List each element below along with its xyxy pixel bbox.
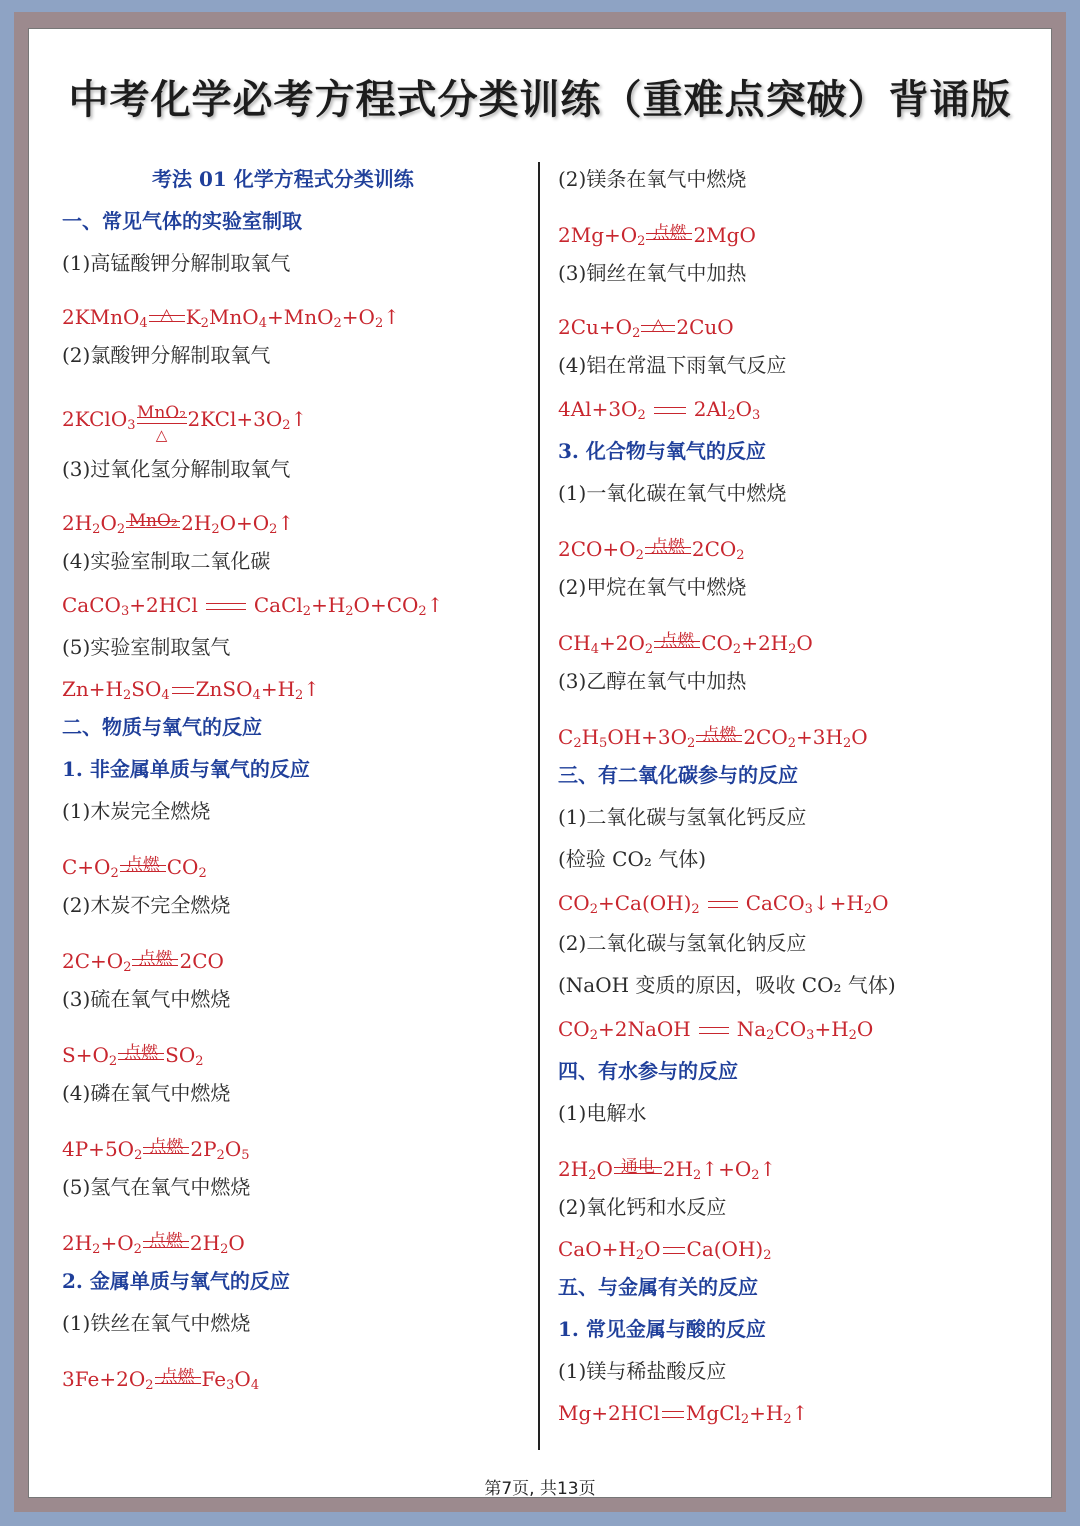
heading-metal-acid: 1. 常见金属与酸的反应 xyxy=(558,1317,766,1341)
ignite-label: 点燃 xyxy=(660,631,695,651)
heading-compound-oxygen: 3. 化合物与氧气的反应 xyxy=(558,439,766,463)
ignite-label: 点燃 xyxy=(160,1367,195,1387)
equation-copper: $2Cu+O_2$ △ 2CuO xyxy=(558,315,734,341)
equation-caco3-hcl: CaCO$_3$+2HCl $CaCl_2+H_2O+CO_2↑$ xyxy=(62,593,444,619)
page-number: 第7页, 共13页 xyxy=(484,1479,596,1499)
ignite-label: 点燃 xyxy=(125,855,160,875)
heading-gas-preparation: 一、常见气体的实验室制取 xyxy=(62,209,302,233)
question-sulfur: (3)硫在氧气中燃烧 xyxy=(62,987,231,1011)
equation-hydrogen: $2H_2+O_2$ 点燃 $2H_2O$ xyxy=(62,1231,245,1257)
equation-h2o2: $2H_2O_2$ MnO₂ $2H_2O+O_2↑$ xyxy=(62,511,295,537)
equation-magnesium: $2Mg+O_2$ 点燃 2MgO xyxy=(558,223,756,249)
question-aluminum: (4)铝在常温下雨氧气反应 xyxy=(558,353,787,377)
column-divider xyxy=(538,162,540,1450)
equation-methane: $CH_4+2O_2$ 点燃 $CO_2+2H_2O$ xyxy=(558,631,813,657)
ignite-label: 点燃 xyxy=(702,725,737,745)
question-h2-lab: (5)实验室制取氢气 xyxy=(62,635,231,659)
ignite-label: 点燃 xyxy=(138,949,173,969)
section-heading: 考法 01 化学方程式分类训练 xyxy=(152,167,414,191)
heading-oxygen-reactions: 二、物质与氧气的反应 xyxy=(62,715,262,739)
question-co2-caoh2: (1)二氧化碳与氢氧化钙反应 xyxy=(558,805,807,829)
heading-metal-oxygen: 2. 金属单质与氧气的反应 xyxy=(62,1269,290,1293)
equation-co2-caoh2: $CO_2+Ca(OH)_2$ $CaCO_3↓+H_2O$ xyxy=(558,891,889,917)
question-electrolysis: (1)电解水 xyxy=(558,1101,647,1125)
equation-ethanol: $C_2H_5OH+3O_2$ 点燃 $2CO_2+3H_2O$ xyxy=(558,725,868,751)
equation-kclo3: 2KClO$_3$ MnO₂ △ $2KCl+3O_2↑$ xyxy=(62,403,308,444)
question-cao-water: (2)氧化钙和水反应 xyxy=(558,1195,727,1219)
equation-cao-water: $CaO+H_2O$ $Ca(OH)_2$ xyxy=(558,1237,772,1263)
question-copper: (3)铜丝在氧气中加热 xyxy=(558,261,747,285)
equation-carbon-incomplete: $2C+O_2$ 点燃 2CO xyxy=(62,949,224,975)
question-co2-naoh: (2)二氧化碳与氢氧化钠反应 xyxy=(558,931,807,955)
heading-nonmetal-oxygen: 1. 非金属单质与氧气的反应 xyxy=(62,757,310,781)
ignite-label: 点燃 xyxy=(149,1137,184,1157)
heading-water-reactions: 四、有水参与的反应 xyxy=(558,1059,738,1083)
heading-metal-reactions: 五、与金属有关的反应 xyxy=(558,1275,758,1299)
mno2-catalyst: MnO₂ xyxy=(128,511,178,531)
heat-symbol: △ xyxy=(651,315,665,335)
equation-sulfur: $S+O_2$ 点燃 $SO_2$ xyxy=(62,1043,204,1069)
ignite-label: 点燃 xyxy=(148,1231,183,1251)
question-methane: (2)甲烷在氧气中燃烧 xyxy=(558,575,747,599)
question-kmno4: (1)高锰酸钾分解制取氧气 xyxy=(62,251,291,275)
question-phosphorus: (4)磷在氧气中燃烧 xyxy=(62,1081,231,1105)
question-hydrogen: (5)氢气在氧气中燃烧 xyxy=(62,1175,251,1199)
question-carbon-complete: (1)木炭完全燃烧 xyxy=(62,799,211,823)
equation-aluminum: $4Al+3O_2$ $2Al_2O_3$ xyxy=(558,397,761,423)
ignite-label: 点燃 xyxy=(652,223,687,243)
question-mg-hcl: (1)镁与稀盐酸反应 xyxy=(558,1359,727,1383)
question-co2-lab: (4)实验室制取二氧化碳 xyxy=(62,549,271,573)
equation-carbon-complete: $C+O_2$ 点燃 $CO_2$ xyxy=(62,855,207,881)
equation-mg-hcl: Mg+2HCl $MgCl_2+H_2↑$ xyxy=(558,1401,809,1427)
question-magnesium: (2)镁条在氧气中燃烧 xyxy=(558,167,747,191)
electric-label: 通电 xyxy=(620,1157,655,1177)
question-ethanol: (3)乙醇在氧气中加热 xyxy=(558,669,747,693)
note-test-co2: (检验 CO₂ 气体) xyxy=(558,847,707,871)
question-h2o2: (3)过氧化氢分解制取氧气 xyxy=(62,457,291,481)
heading-co2-reactions: 三、有二氧化碳参与的反应 xyxy=(558,763,798,787)
question-kclo3: (2)氯酸钾分解制取氧气 xyxy=(62,343,271,367)
equation-kmno4: 2KMnO$_4$ △ $K_2MnO_4+MnO_2+O_2↑$ xyxy=(62,305,400,331)
equation-co: $2CO+O_2$ 点燃 $2CO_2$ xyxy=(558,537,745,563)
equation-iron: $3Fe+2O_2$ 点燃 $Fe_3O_4$ xyxy=(62,1367,260,1393)
equation-co2-naoh: $CO_2+2NaOH$ $Na_2CO_3+H_2O$ xyxy=(558,1017,874,1043)
heat-symbol: △ xyxy=(160,305,174,325)
question-iron: (1)铁丝在氧气中燃烧 xyxy=(62,1311,251,1335)
equation-zn-h2so4: $Zn+H_2SO_4$ $ZnSO_4+H_2↑$ xyxy=(62,677,321,703)
equation-electrolysis: $2H_2O$ 通电 $2H_2↑+O_2↑$ xyxy=(558,1157,777,1183)
equation-phosphorus: $4P+5O_2$ 点燃 $2P_2O_5$ xyxy=(62,1137,250,1163)
note-naoh: (NaOH 变质的原因，吸收 CO₂ 气体) xyxy=(558,973,896,997)
question-co: (1)一氧化碳在氧气中燃烧 xyxy=(558,481,787,505)
ignite-label: 点燃 xyxy=(650,537,685,557)
heat-symbol: △ xyxy=(155,426,168,444)
page-title: 中考化学必考方程式分类训练（重难点突破）背诵版 xyxy=(68,77,1012,123)
question-carbon-incomplete: (2)木炭不完全燃烧 xyxy=(62,893,231,917)
mno2-catalyst: MnO₂ xyxy=(136,403,187,423)
ignite-label: 点燃 xyxy=(124,1043,159,1063)
